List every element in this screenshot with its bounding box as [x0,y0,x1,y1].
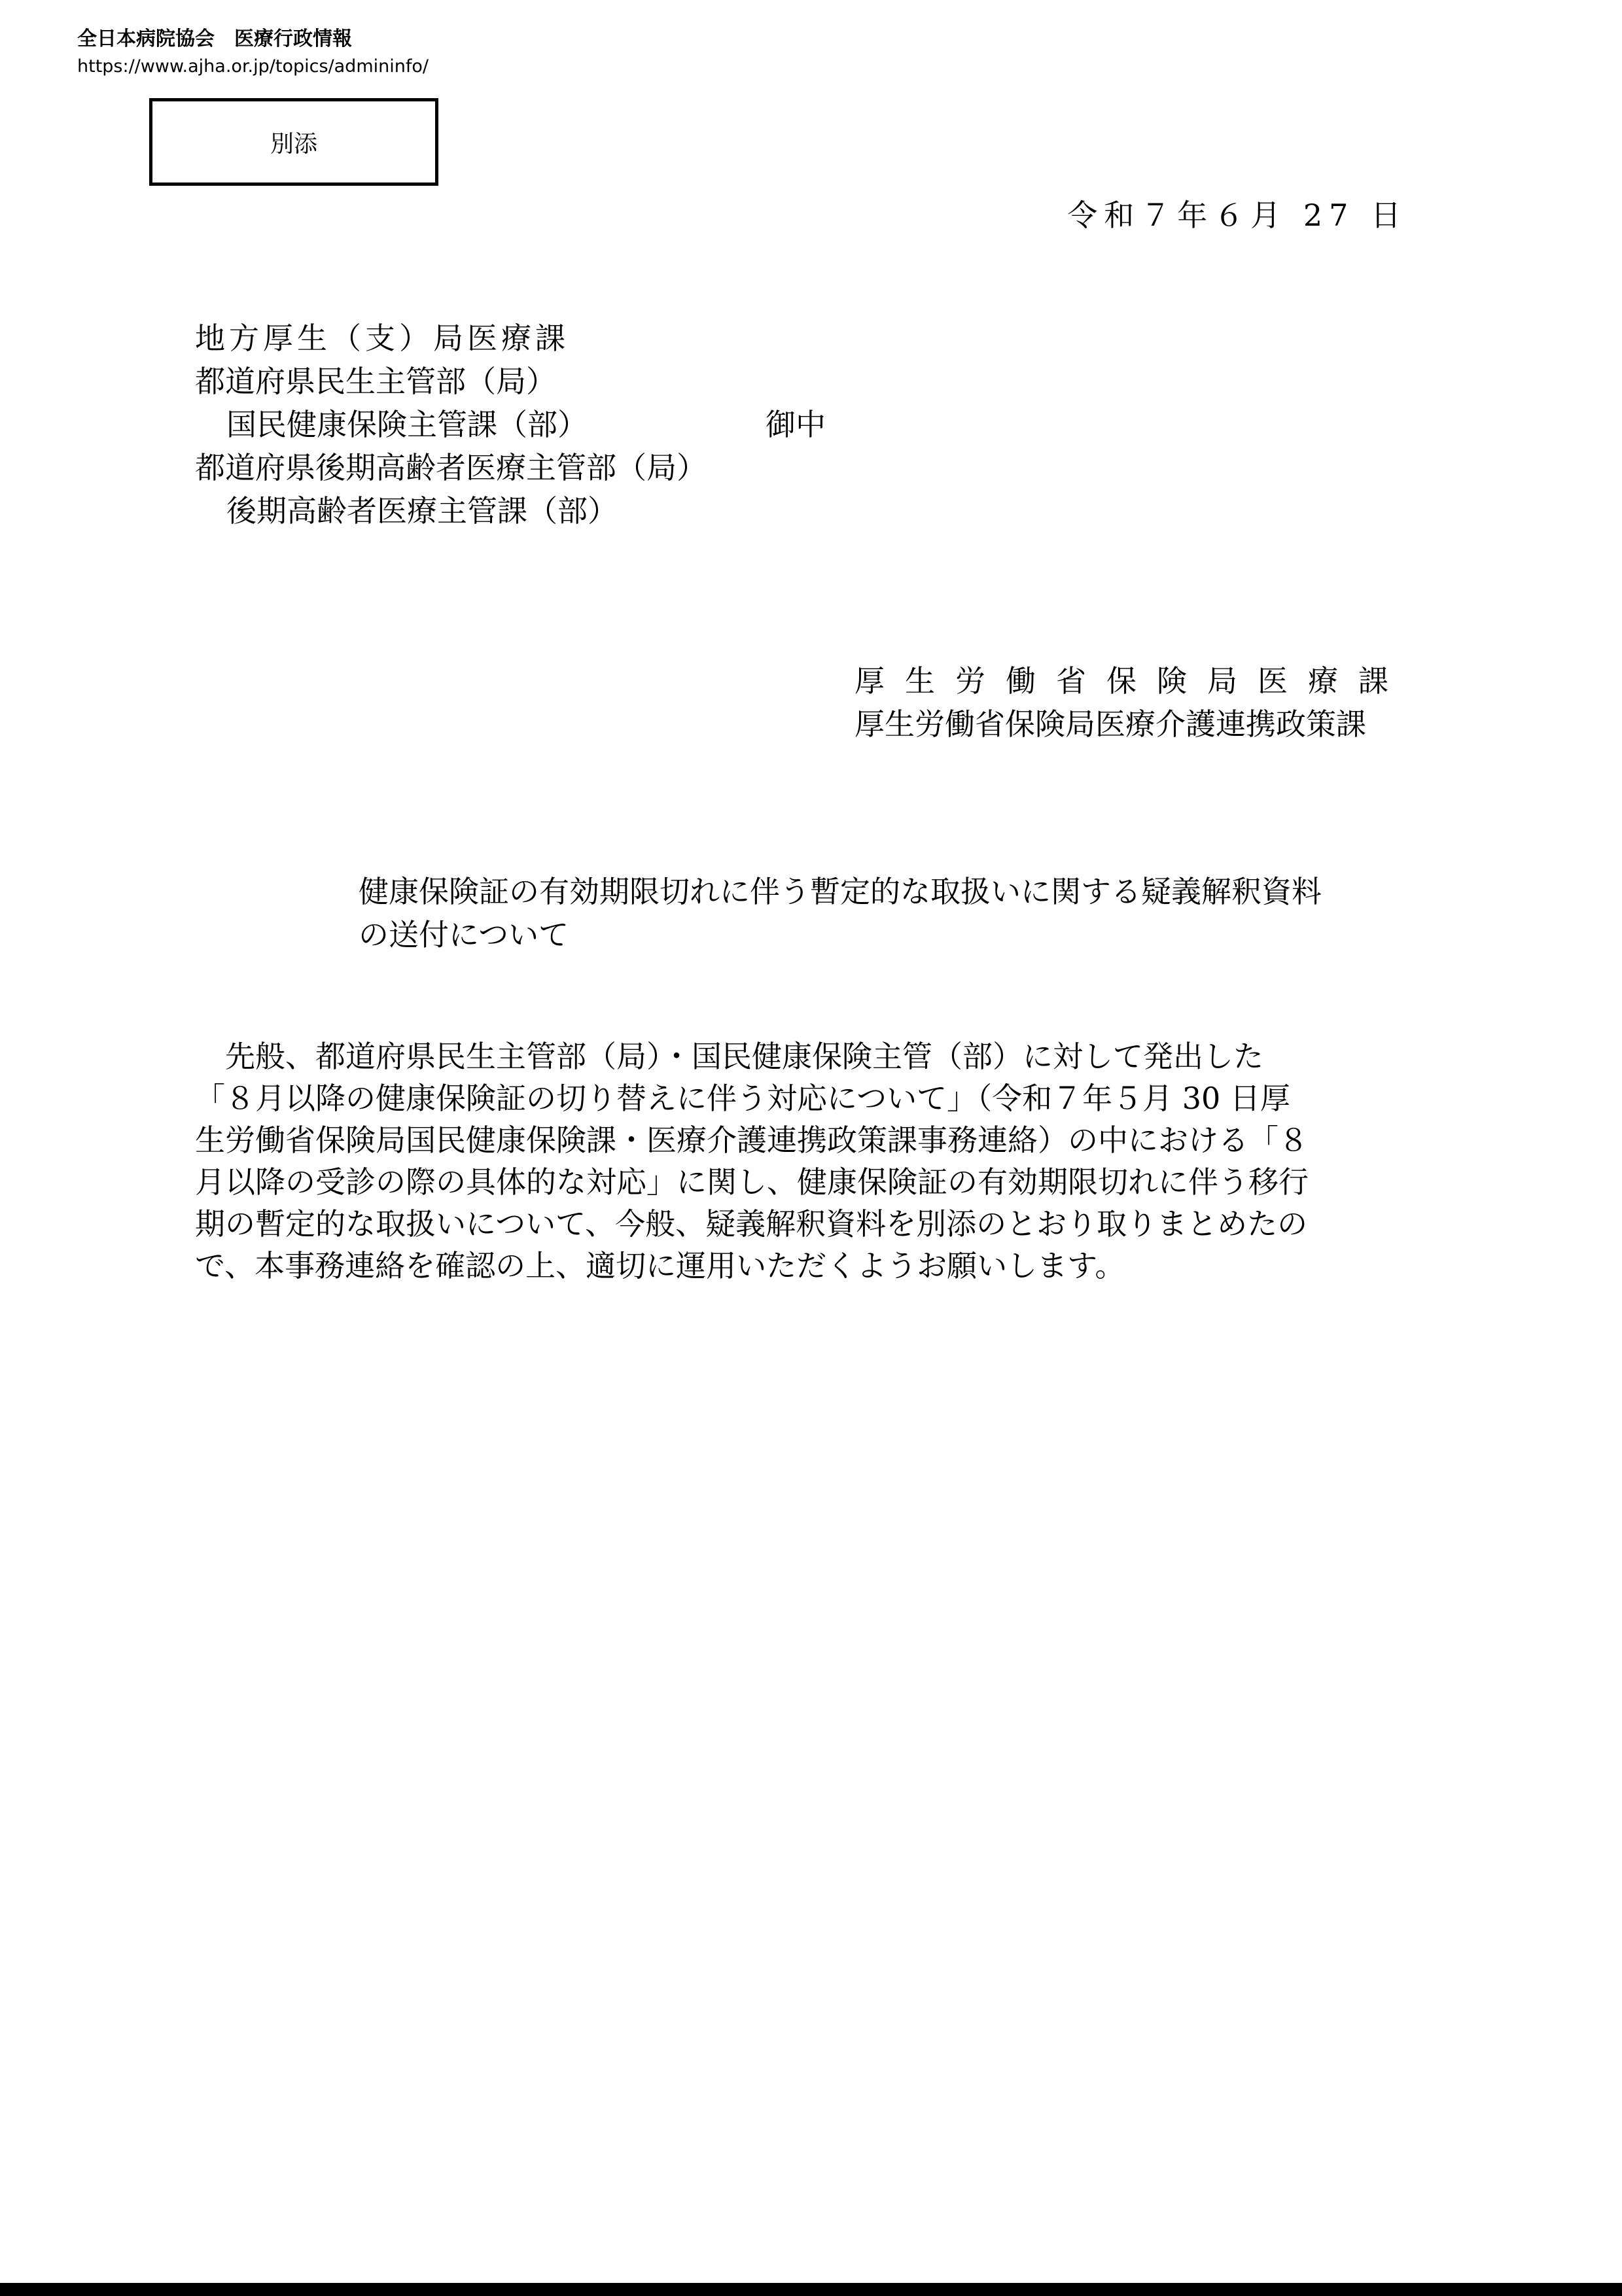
body-line: で、本事務連絡を確認の上、適切に運用いただくようお願いします。 [195,1248,1125,1283]
header-url[interactable]: https://www.ajha.or.jp/topics/admininfo/ [77,56,429,77]
attachment-label: 別添 [270,130,317,158]
addressee-honorific: 御中 [766,407,826,442]
header-organization: 全日本病院協会 医療行政情報 [77,27,352,50]
addressee-line: 後期高齢者医療主管課（部） [226,493,618,529]
addressee-line: 国民健康保険主管課（部） [226,407,588,442]
document-subject [359,870,1322,956]
addressee-line: 都道府県民生主管部（局） [195,364,556,399]
sender-block [855,659,1409,746]
addressee-line: 都道府県後期高齢者医療主管部（局） [195,450,707,485]
body-line: 生労働省保険局国民健康保険課・医療介護連携政策課事務連絡）の中における「８ [195,1122,1309,1158]
body-line: 「８月以降の健康保険証の切り替えに伴う対応について」（令和７年５月 30 日厚 [195,1081,1290,1116]
subject-line: 健康保険証の有効期限切れに伴う暫定的な取扱いに関する疑義解釈資料 [359,874,1322,909]
sender-line: 厚生労働省保険局医療課 [855,663,1409,699]
addressee-line [195,317,707,360]
sender-line: 厚生労働省保険局医療介護連携政策課 [855,706,1366,742]
addressee-line-text: 地方厚生（支）局医療課 [195,321,569,356]
document-date: 令和７年６月 27 日 [1067,198,1407,233]
subject-line: の送付について [359,917,569,952]
body-line: 月以降の受診の際の具体的な対応」に関し、健康保険証の有効期限切れに伴う移行 [195,1164,1309,1200]
addressee-block [195,317,707,532]
body-line: 先般、都道府県民生主管部（局）・国民健康保険主管（部）に対して発出した [195,1039,1263,1074]
body-line: 期の暫定的な取扱いについて、今般、疑義解釈資料を別添のとおり取りまとめたの [195,1206,1308,1242]
page-bottom-rule [0,2283,1622,2296]
attachment-label-box [149,98,438,186]
body-paragraph [195,1035,1309,1286]
